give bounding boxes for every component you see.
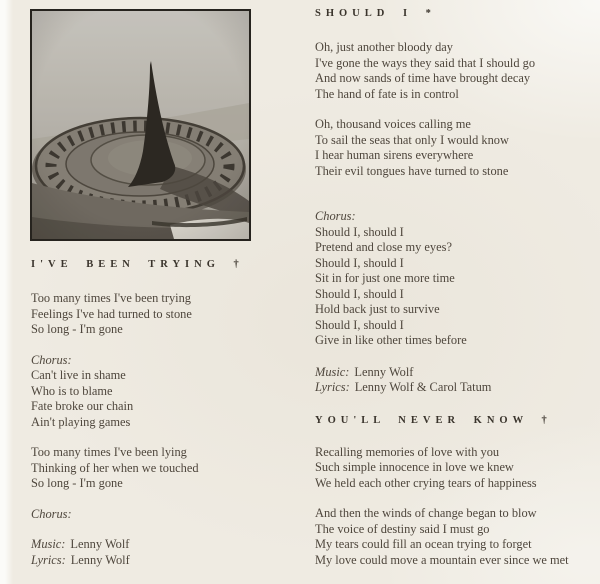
lyric-line: Oh, thousand voices calling me <box>315 117 471 131</box>
lyric-line: Should I, should I <box>315 317 404 332</box>
sundial-photo-illustration <box>32 11 249 239</box>
lyric-line: The hand of fate is in control <box>315 86 459 101</box>
lyric-line: Sit in for just one more time <box>315 271 455 285</box>
credits <box>315 365 593 396</box>
lyric-line: My tears could fill an ocean trying to forget <box>315 537 532 551</box>
lyric-line: Their evil tongues have turned to stone <box>315 163 509 178</box>
chorus-label: Chorus: <box>315 209 356 223</box>
lyric-line: The voice of destiny said I must go <box>315 521 490 536</box>
stanza <box>315 445 593 492</box>
lyric-line: Too many times I've been lying <box>31 445 187 459</box>
lyric-line: And now sands of time have brought decay <box>315 71 531 85</box>
song-title-should-i: SHOULD I * <box>315 8 436 19</box>
credit-music-value: Lenny Wolf <box>354 364 414 379</box>
lyric-line: Should I, should I <box>315 224 404 239</box>
credit-lyrics-label: Lyrics: <box>315 380 350 394</box>
lyric-line: Ain't playing games <box>31 414 131 429</box>
credit-lyrics-value: Lenny Wolf & Carol Tatum <box>354 380 492 394</box>
chorus-block <box>315 209 593 349</box>
lyric-line: I've gone the ways they said that I should go <box>315 55 536 70</box>
lyric-line: Too many times I've been trying <box>31 291 191 305</box>
lyric-line: And then the winds of change began to blow <box>315 506 537 520</box>
credit-lyrics-label: Lyrics: <box>31 552 66 567</box>
credit-lyrics <box>31 553 289 569</box>
lyric-line: Can't live in shame <box>31 368 126 382</box>
lyric-line: Should I, should I <box>315 286 404 301</box>
lyric-line: My love could move a mountain ever since we met <box>315 552 569 567</box>
chorus-reference <box>31 507 289 523</box>
stanza <box>31 291 289 338</box>
lyric-line: Such simple innocence in love we knew <box>315 460 514 474</box>
chorus-label: Chorus: <box>31 352 72 367</box>
lyric-line: Hold back just to survive <box>315 302 440 316</box>
lyric-line: Who is to blame <box>31 383 113 398</box>
stanza <box>31 445 289 492</box>
credit-music <box>315 365 593 381</box>
lyric-line: Feelings I've had turned to stone <box>31 306 192 321</box>
stanza <box>315 117 593 179</box>
lyric-line: Give in like other times before <box>315 333 467 347</box>
credits <box>31 537 289 568</box>
photo-tint <box>32 11 249 239</box>
lyric-line: Recalling memories of love with you <box>315 444 500 459</box>
credit-music-value: Lenny Wolf <box>70 537 130 551</box>
lyric-line: Pretend and close my eyes? <box>315 240 452 254</box>
lyric-line: Oh, just another bloody day <box>315 40 453 54</box>
lyric-line: Should I, should I <box>315 255 404 270</box>
right-column <box>315 7 593 568</box>
credit-music <box>31 537 289 553</box>
lyric-line: Thinking of her when we touched <box>31 460 199 475</box>
song-title-ive-been-trying: I'VE BEEN TRYING † <box>31 259 244 270</box>
lyric-line: We held each other crying tears of happiness <box>315 475 537 490</box>
lyric-line: I hear human sirens everywhere <box>315 148 474 162</box>
credit-lyrics <box>315 380 593 396</box>
lyric-line: Fate broke our chain <box>31 399 134 413</box>
lyric-line: So long - I'm gone <box>31 322 123 336</box>
song-title-youll-never-know: YOU'LL NEVER KNOW † <box>315 414 552 426</box>
lyric-line: So long - I'm gone <box>31 476 123 490</box>
credit-music-label: Music: <box>315 364 350 379</box>
chorus-label: Chorus: <box>31 506 72 521</box>
stanza <box>315 506 593 568</box>
lyric-line: To sail the seas that only I would know <box>315 132 509 147</box>
credit-lyrics-value: Lenny Wolf <box>70 552 130 567</box>
sundial-photo <box>30 9 251 241</box>
credit-music-label: Music: <box>31 537 66 551</box>
chorus-block <box>31 353 289 431</box>
left-column <box>31 258 289 568</box>
stanza <box>315 40 593 102</box>
